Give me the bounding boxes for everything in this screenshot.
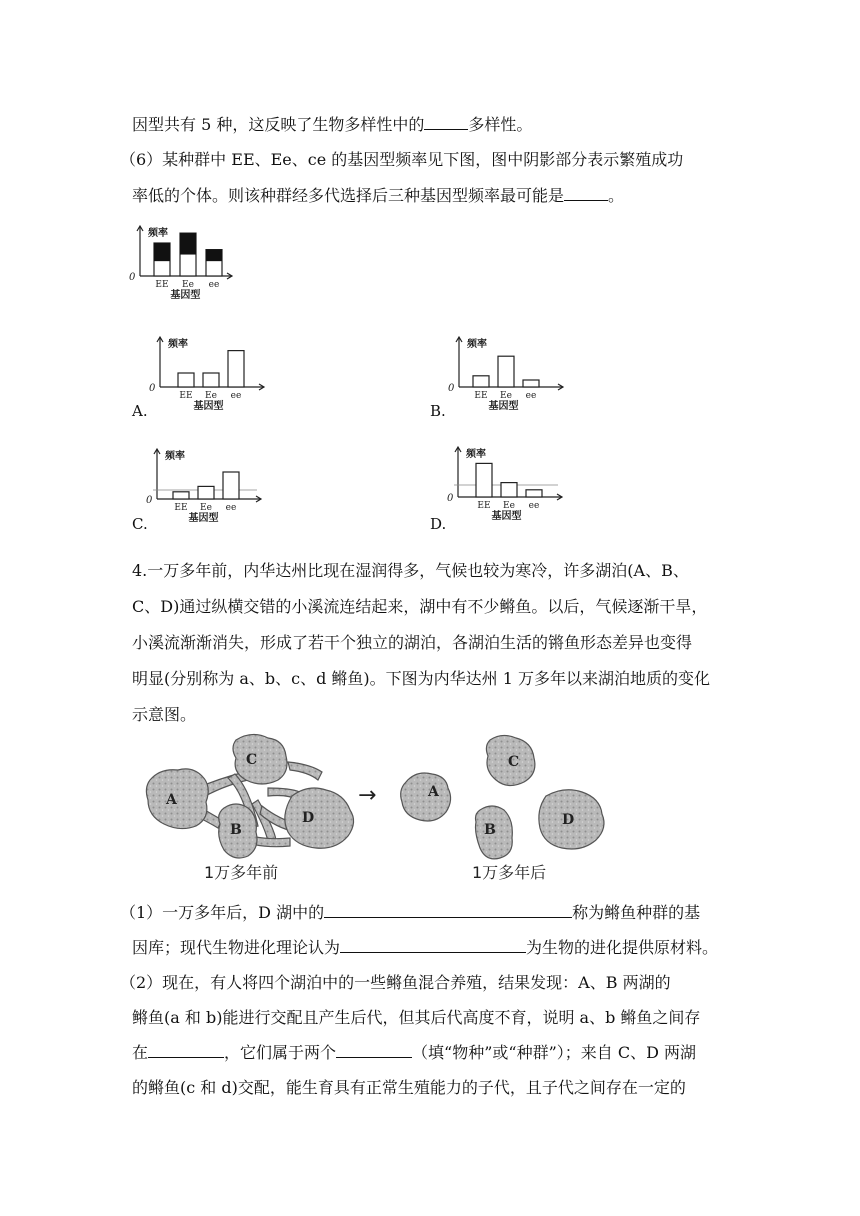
option-a-label[interactable]: A.	[132, 402, 148, 420]
x-axis-label: 基因型	[170, 290, 201, 301]
text-line: 在 ，它们属于两个 （填“物种”或“种群”）；来自 C、D 两湖	[132, 1043, 696, 1062]
origin-label: 0	[146, 495, 153, 506]
lake-diagram	[140, 728, 620, 888]
bar	[501, 483, 517, 497]
text-line: （6）某种群中 EE、Ee、ce 的基因型频率见下图，图中阴影部分表示繁殖成功	[120, 150, 684, 169]
y-axis-label: 频率	[466, 449, 486, 460]
arrow-icon: →	[358, 783, 377, 808]
lake-label-a: A	[166, 792, 177, 808]
tick-label: Ee	[205, 391, 217, 401]
bar	[526, 490, 542, 497]
text-line: （1）一万多年后，D 湖中的 称为鳉鱼种群的基	[120, 903, 701, 922]
origin-label: 0	[149, 383, 156, 394]
tick-label: Ee	[182, 280, 194, 290]
bar	[173, 492, 189, 499]
lake-label-a: A	[428, 784, 439, 800]
bar-shaded-part	[180, 233, 196, 254]
tick-label: EE	[155, 280, 169, 290]
before-label: 1万多年前	[204, 863, 279, 882]
lake-label-d: D	[302, 810, 315, 826]
text-line: 因型共有 5 种，这反映了生物多样性中的 多样性。	[132, 115, 533, 134]
tick-label: ee	[208, 280, 220, 290]
origin-label: 0	[129, 272, 136, 283]
y-axis-label: 频率	[168, 339, 188, 350]
lake-label-c: C	[246, 752, 258, 768]
bar	[228, 351, 244, 387]
genotype-chart-main	[128, 218, 238, 310]
tick-label: Ee	[200, 503, 212, 513]
tick-label: EE	[474, 391, 488, 401]
tick-label: ee	[525, 391, 537, 401]
tick-label: ee	[230, 391, 242, 401]
text-line: 4.一万多年前，内华达州比现在湿润得多，气候也较为寒冷，许多湖泊(A、B、	[132, 561, 689, 580]
x-axis-label: 基因型	[193, 401, 224, 412]
bar	[498, 356, 514, 387]
y-axis-label: 频率	[165, 451, 185, 462]
text-line: 示意图。	[132, 705, 197, 724]
text-line: C、D)通过纵横交错的小溪流连结起来，湖中有不少鳉鱼。以后，气候逐渐干旱，	[132, 597, 708, 616]
lake-label-c: C	[508, 754, 520, 770]
text-line: 鳉鱼(a 和 b)能进行交配且产生后代，但其后代高度不育，说明 a、b 鳉鱼之间存	[132, 1008, 701, 1027]
y-axis-label: 频率	[467, 339, 487, 350]
tick-label: Ee	[500, 391, 512, 401]
text-line: （2）现在，有人将四个湖泊中的一些鳉鱼混合养殖，结果发现：A、B 两湖的	[120, 973, 671, 992]
option-d-label[interactable]: D.	[430, 515, 447, 533]
text-line: 小溪流渐渐消失，形成了若干个独立的湖泊，各湖泊生活的锵鱼形态差异也变得	[132, 633, 693, 652]
bar	[476, 463, 492, 497]
lake-label-b: B	[230, 822, 242, 838]
answer-blank[interactable]	[564, 186, 608, 201]
option-a-chart	[148, 330, 268, 418]
option-c-label[interactable]: C.	[132, 515, 148, 533]
lake-label-b: B	[484, 822, 496, 838]
y-axis-label: 频率	[148, 228, 168, 239]
option-b-chart	[447, 330, 567, 418]
bar-shaded-part	[154, 243, 170, 261]
text-line: 的鳉鱼(c 和 d)交配，能生育具有正常生殖能力的子代，且子代之间存在一定的	[132, 1078, 686, 1097]
origin-label: 0	[448, 383, 455, 394]
answer-blank[interactable]	[424, 115, 468, 130]
bar	[523, 380, 539, 387]
answer-blank[interactable]	[148, 1043, 224, 1058]
bar	[223, 472, 239, 499]
tick-label: EE	[477, 501, 491, 511]
text-line: 因库；现代生物进化理论认为 为生物的进化提供原材料。	[132, 938, 719, 957]
x-axis-label: 基因型	[188, 513, 219, 524]
bar	[203, 373, 219, 387]
bar-shaded-part	[206, 250, 222, 262]
answer-blank[interactable]	[340, 938, 526, 953]
option-c-chart	[145, 442, 265, 530]
text-line: 率低的个体。则该种群经多代选择后三种基因型频率最可能是 。	[132, 186, 625, 205]
tick-label: EE	[179, 391, 193, 401]
answer-blank[interactable]	[336, 1043, 412, 1058]
after-label: 1万多年后	[472, 863, 547, 882]
answer-blank[interactable]	[324, 903, 572, 918]
option-d-chart	[446, 440, 566, 528]
option-b-label[interactable]: B.	[430, 402, 446, 420]
lake-label-d: D	[562, 812, 575, 828]
x-axis-label: 基因型	[491, 511, 522, 522]
bar	[473, 376, 489, 387]
tick-label: ee	[528, 501, 540, 511]
bar	[198, 486, 214, 499]
origin-label: 0	[447, 493, 454, 504]
tick-label: ee	[225, 503, 237, 513]
bar	[178, 373, 194, 387]
x-axis-label: 基因型	[488, 401, 519, 412]
tick-label: Ee	[503, 501, 515, 511]
text-line: 明显(分别称为 a、b、c、d 鳉鱼)。下图为内华达州 1 万多年以来湖泊地质的变化	[132, 669, 710, 688]
tick-label: EE	[174, 503, 188, 513]
